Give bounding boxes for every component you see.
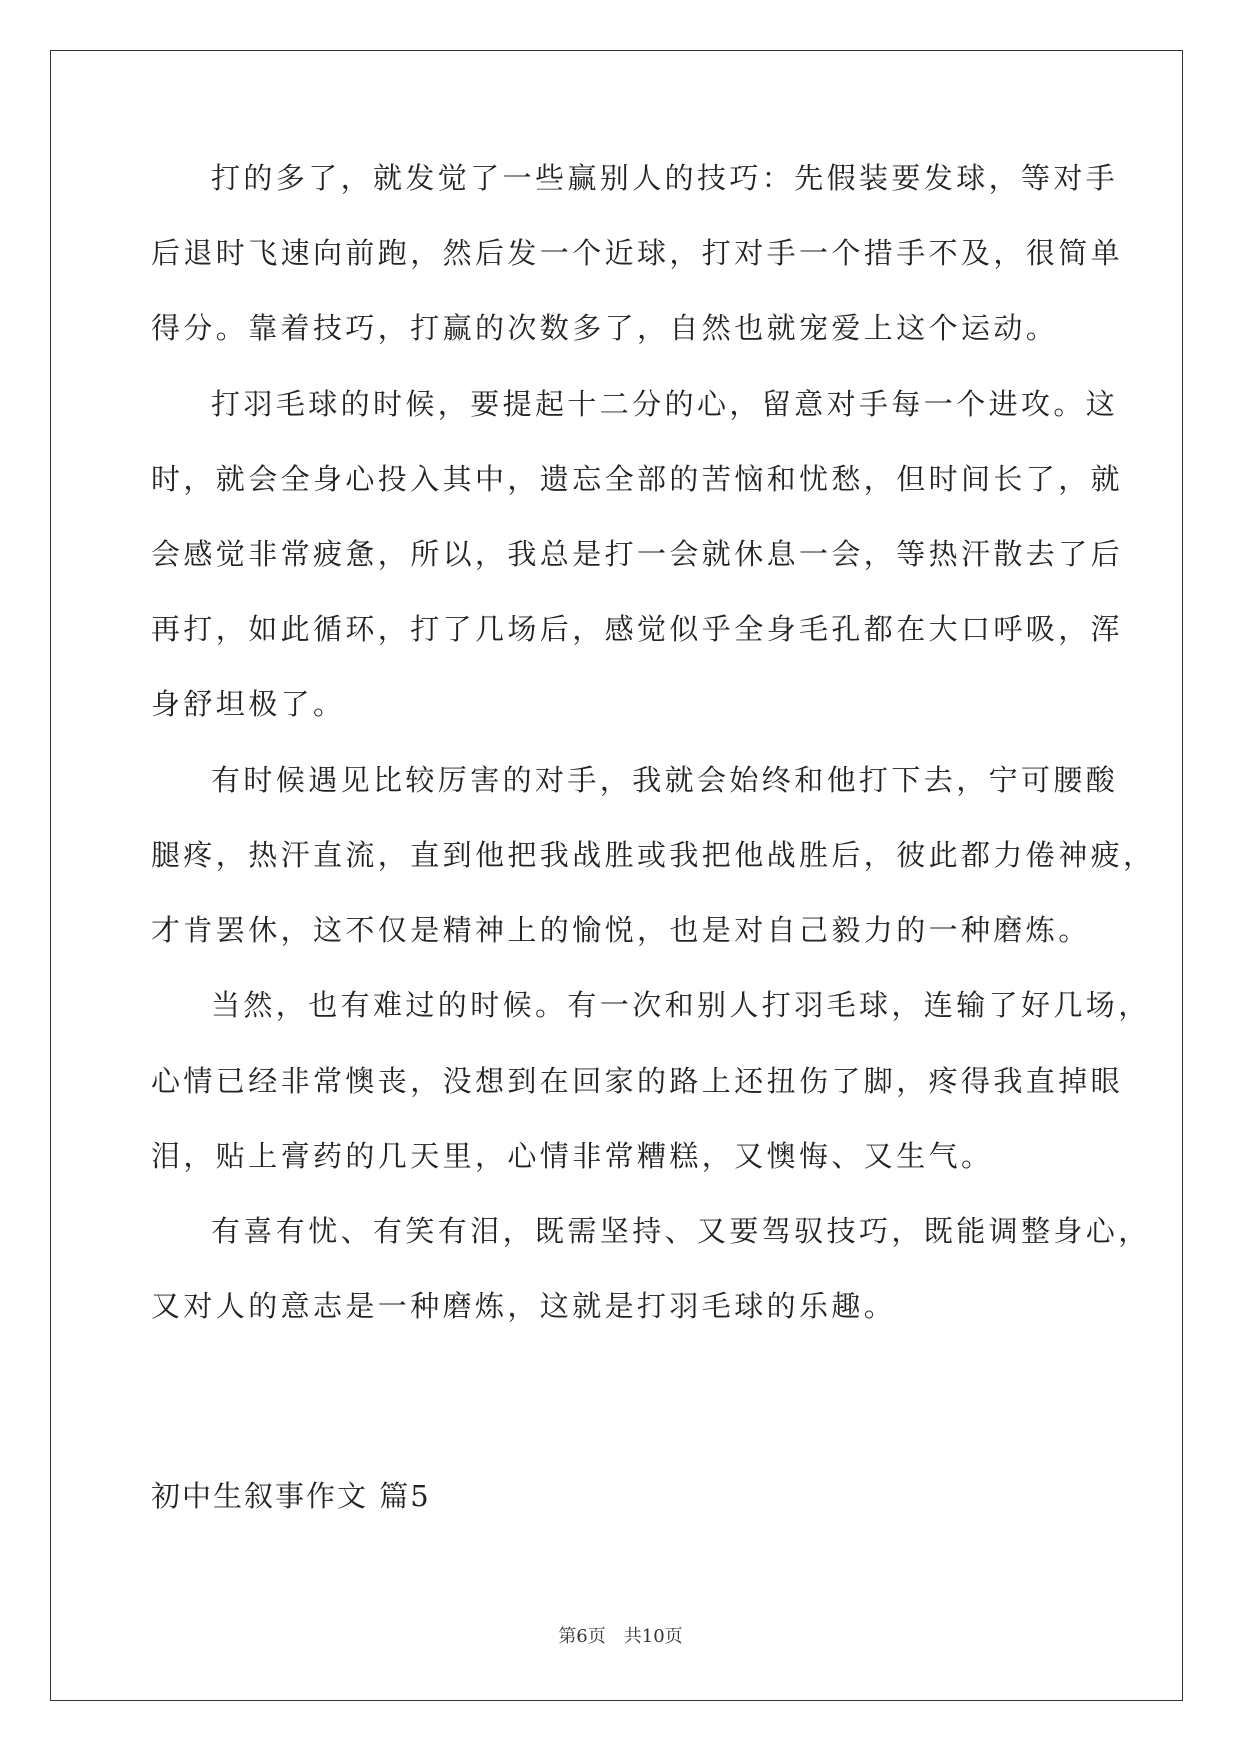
page-border — [50, 50, 1183, 1701]
essay-line-4: 打羽毛球的时候，要提起十二分的心，留意对手每一个进攻。这 — [211, 387, 1119, 421]
essay-line-9: 有时候遇见比较厉害的对手，我就会始终和他打下去，宁可腰酸 — [211, 763, 1119, 797]
essay-line-1: 打的多了，就发觉了一些赢别人的技巧：先假装要发球，等对手 — [211, 161, 1119, 195]
page-footer — [0, 1626, 1241, 1648]
essay-line-5: 时，就会全身心投入其中，遗忘全部的苦恼和忧愁，但时间长了，就 — [151, 462, 1124, 496]
essay-line-2: 后退时飞速向前跑，然后发一个近球，打对手一个措手不及，很简单 — [151, 236, 1124, 270]
essay-line-10: 腿疼，热汗直流，直到他把我战胜或我把他战胜后，彼此都力倦神疲， — [151, 838, 1156, 872]
essay-line-8: 身舒坦极了。 — [151, 687, 346, 721]
page-number-total: 共10页 — [623, 1626, 683, 1647]
section-heading: 初中生叙事作文 篇5 — [151, 1479, 431, 1513]
essay-line-12: 当然，也有难过的时候。有一次和别人打羽毛球，连输了好几场， — [211, 988, 1151, 1022]
essay-line-14: 泪，贴上膏药的几天里，心情非常糟糕，又懊悔、又生气。 — [151, 1139, 994, 1173]
essay-line-11: 才肯罢休，这不仅是精神上的愉悦，也是对自己毅力的一种磨炼。 — [151, 913, 1091, 947]
essay-line-3: 得分。靠着技巧，打赢的次数多了，自然也就宠爱上这个运动。 — [151, 311, 1059, 345]
essay-line-16: 又对人的意志是一种磨炼，这就是打羽毛球的乐趣。 — [151, 1289, 897, 1323]
essay-line-13: 心情已经非常懊丧，没想到在回家的路上还扭伤了脚，疼得我直掉眼 — [151, 1064, 1124, 1098]
essay-line-6: 会感觉非常疲惫，所以，我总是打一会就休息一会，等热汗散去了后 — [151, 537, 1124, 571]
page-number-current: 第6页 — [558, 1626, 606, 1647]
essay-line-7: 再打，如此循环，打了几场后，感觉似乎全身毛孔都在大口呼吸，浑 — [151, 612, 1124, 646]
essay-line-15: 有喜有忧、有笑有泪，既需坚持、又要驾驭技巧，既能调整身心， — [211, 1214, 1151, 1248]
